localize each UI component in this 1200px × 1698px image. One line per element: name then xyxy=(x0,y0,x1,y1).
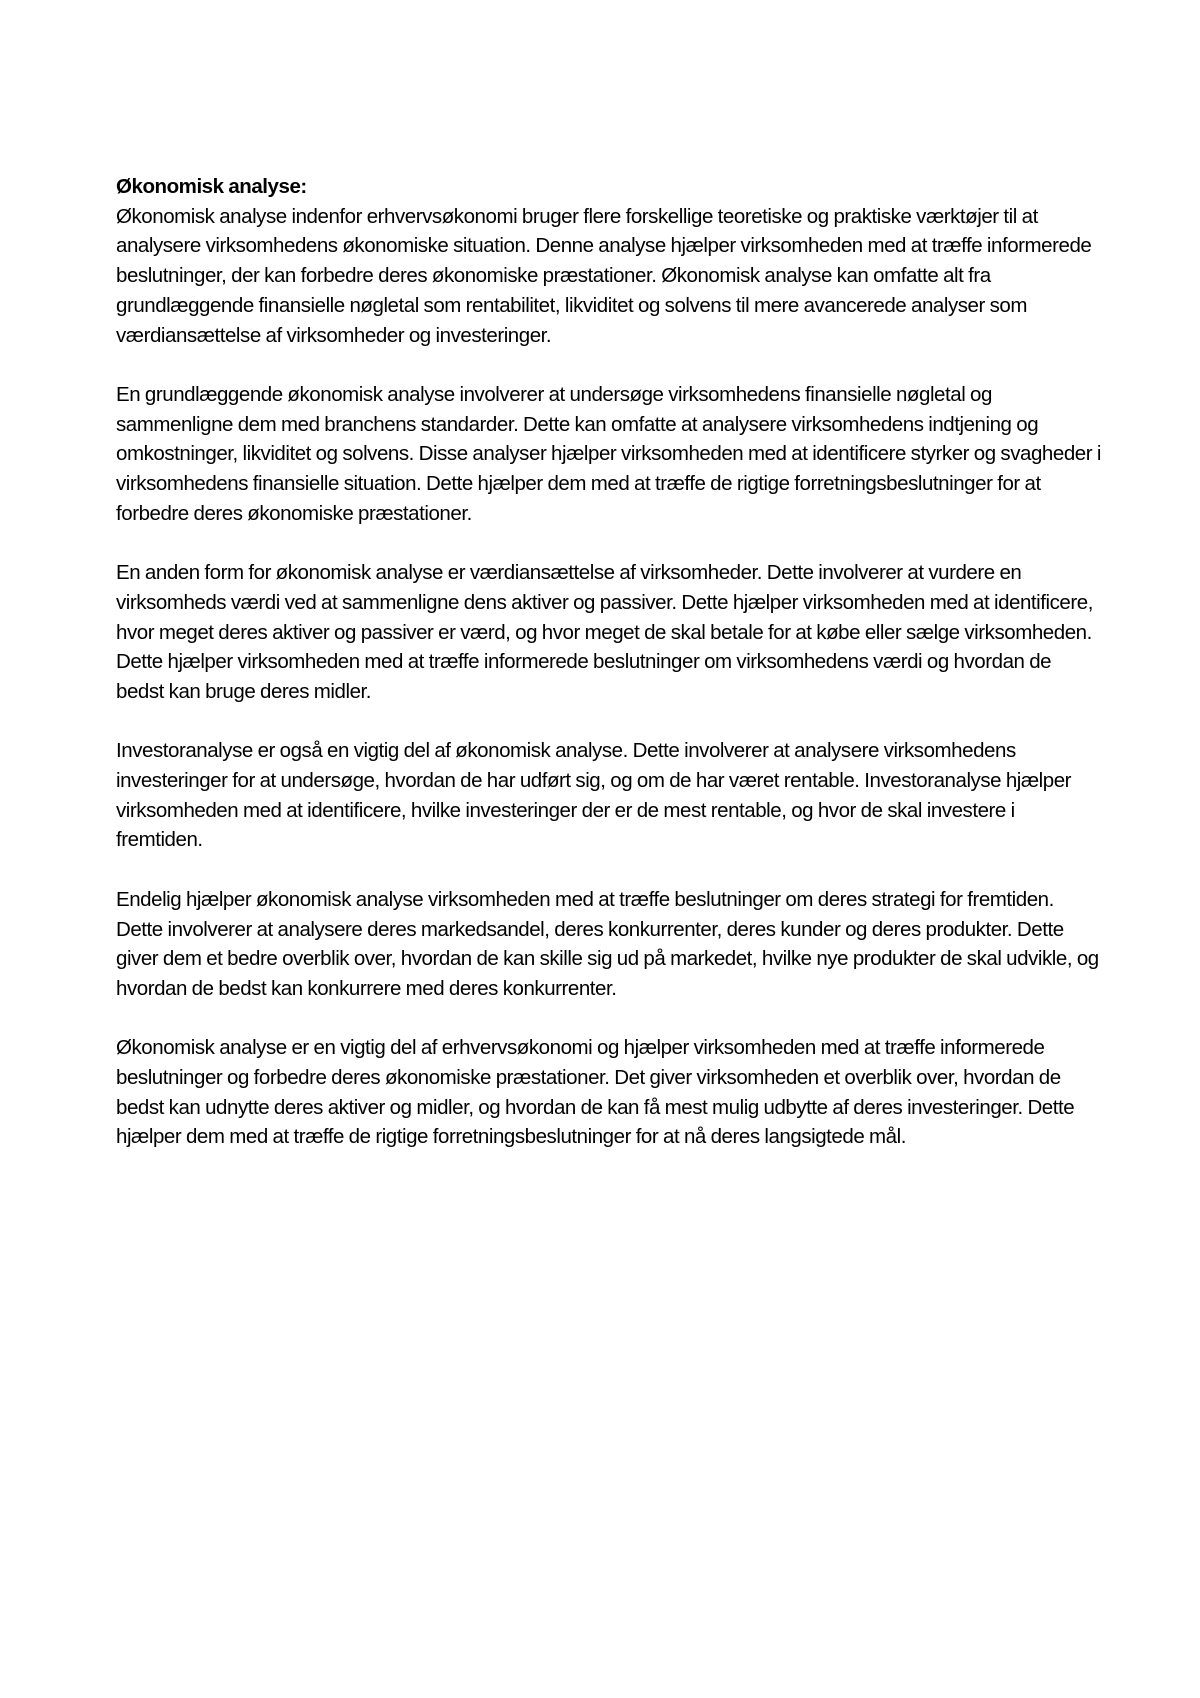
document-title: Økonomisk analyse: xyxy=(116,175,307,198)
paragraph: Endelig hjælper økonomisk analyse virksomheden med at træffe beslutninger om deres strategi for fremtiden. Dette involverer at analysere deres markedsandel, deres konkurrenter, deres kunder og deres produkter. Dette giver dem et bedre overblik over, hvordan de kan skille sig ud på markedet, hvilke nye produkter de skal udvikle, og hvordan de bedst kan konkurrere med deres konkurrenter. xyxy=(116,887,1099,1000)
document-body xyxy=(116,172,1101,1182)
paragraph: Investoranalyse er også en vigtig del af økonomisk analyse. Dette involverer at analysere virksomhedens investeringer for at undersøge, hvordan de har udført sig, og om de har været rentable. Investoranalyse hjælper virksomheden med at identificere, hvilke investeringer der er de mest rentable, og hvor de skal investere i fremtiden. xyxy=(116,739,1072,852)
paragraph: Økonomisk analyse indenfor erhvervsøkonomi bruger flere forskellige teoretiske og praktiske værktøjer til at analysere virksomhedens økonomiske situation. Denne analyse hjælper virksomheden med at træffe informerede beslutninger, der kan forbedre deres økonomiske præstationer. Økonomisk analyse kan omfatte alt fra grundlæggende finansielle nøgletal som rentabilitet, likviditet og solvens til mere avancerede analyser som værdiansættelse af virksomheder og investeringer. xyxy=(116,204,1092,347)
paragraph: En anden form for økonomisk analyse er værdiansættelse af virksomheder. Dette involverer at vurdere en virksomheds værdi ved at sammenligne dens aktiver og passiver. Dette hjælper virksomheden med at identificere, hvor meget deres aktiver og passiver er værd, og hvor meget de skal betale for at købe eller sælge virksomheden. Dette hjælper virksomheden med at træffe informerede beslutninger om virksomhedens værdi og hvordan de bedst kan bruge deres midler. xyxy=(116,561,1093,703)
paragraph: En grundlæggende økonomisk analyse involverer at undersøge virksomhedens finansielle nøgletal og sammenligne dem med branchens standarder. Dette kan omfatte at analysere virksomhedens indtjening og omkostninger, likviditet og solvens. Disse analyser hjælper virksomheden med at identificere styrker og svagheder i virksomhedens finansielle situation. Dette hjælper dem med at træffe de rigtige forretningsbeslutninger for at forbedre deres økonomiske præstationer. xyxy=(116,382,1101,525)
paragraph: Økonomisk analyse er en vigtig del af erhvervsøkonomi og hjælper virksomheden med at træffe informerede beslutninger og forbedre deres økonomiske præstationer. Det giver virksomheden et overblik over, hvordan de bedst kan udnytte deres aktiver og midler, og hvordan de kan få mest mulig udbytte af deres investeringer. Dette hjælper dem med at træffe de rigtige forretningsbeslutninger for at nå deres langsigtede mål. xyxy=(116,1036,1075,1149)
